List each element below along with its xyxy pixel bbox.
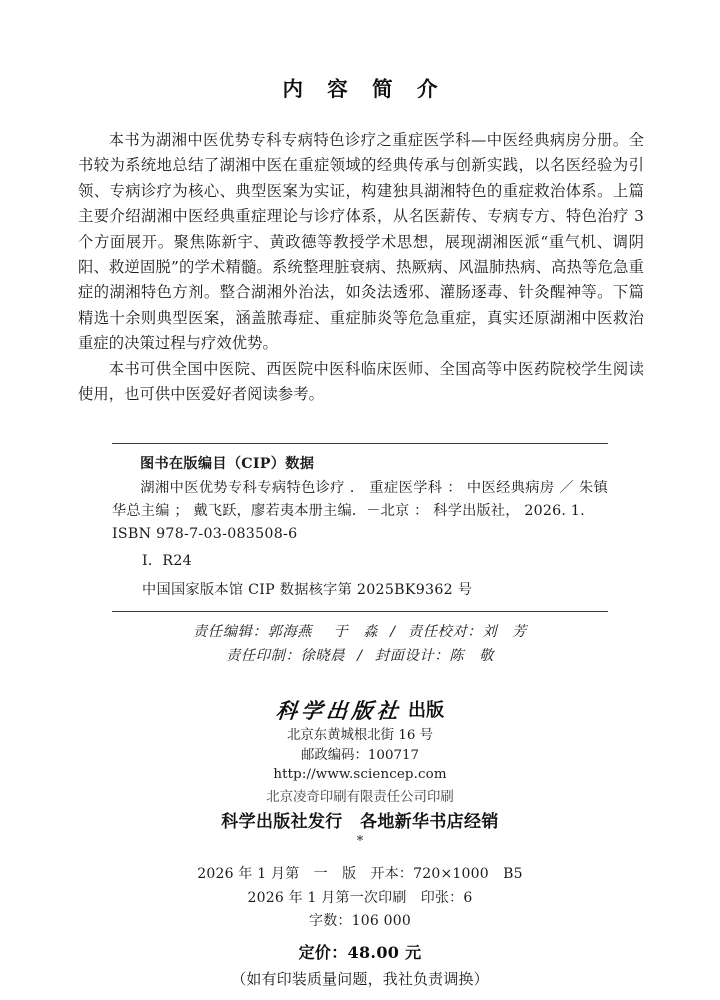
publisher-website[interactable]: http://www.sciencep.com: [273, 767, 447, 783]
quality-notice: （如有印装质量问题，我社负责调换）: [231, 969, 489, 988]
credits-line-production: [0, 644, 720, 668]
publisher-logo: [0, 698, 720, 724]
responsible-editor-a: 郭海燕: [267, 624, 313, 641]
abstract-paragraph-2: 本书可供全国中医院、西医院中医科临床医师、全国高等中医药院校学生阅读使用，也可供中医爱好者阅读参考。: [78, 359, 644, 404]
print-supervisor-name: 徐晓晨: [300, 648, 346, 665]
credits-line-editor: [0, 620, 720, 644]
credits-separator-2: /: [357, 648, 363, 665]
edition-line: 2026 年 1 月第 一 版 开本：720×1000 B5: [197, 866, 523, 883]
page-title: 内 容 简 介: [282, 77, 447, 101]
abstract-section: [0, 102, 720, 407]
price-line: 定价：48.00 元: [298, 942, 422, 962]
cip-block: [112, 443, 608, 612]
responsible-editor-b: 于 淼: [333, 624, 379, 641]
distribution-line: 科学出版社发行 各地新华书店经销: [221, 812, 499, 833]
credits-section: [0, 612, 720, 668]
cip-classification: Ⅰ．R24: [142, 553, 192, 570]
imprint-separator: *: [356, 834, 364, 850]
impression-line: 2026 年 1 月第一次印刷 印张：6: [247, 889, 473, 906]
printing-company: 北京凌奇印刷有限责任公司印刷: [266, 789, 454, 805]
cip-entry: 湖湘中医优势专科专病特色诊疗 ． 重症医学科 ： 中医经典病房 ／ 朱镇华总主编 ； 戴飞跃，廖若夷本册主编．－北京 ： 科学出版社， 2026. 1.: [112, 480, 608, 520]
cip-archive-number: 中国国家版本馆 CIP 数据核字第 2025BK9362 号: [142, 582, 473, 599]
cip-isbn: ISBN 978-7-03-083508-6: [112, 526, 298, 543]
proofreader-name: 刘 芳: [482, 624, 528, 641]
credits-separator-1: /: [390, 624, 396, 641]
publisher-postcode: 邮政编码：100717: [300, 747, 420, 763]
print-supervisor-label: 责任印制：: [225, 648, 301, 665]
proofreader-label: 责任校对：: [407, 624, 483, 641]
science-press-logo-text: 科学出版社: [274, 698, 404, 724]
cip-heading: 图书在版编目（CIP）数据: [140, 456, 315, 473]
publisher-imprint: [0, 668, 720, 849]
publish-suffix: 出版: [408, 699, 444, 721]
printing-data-section: [0, 857, 720, 991]
cover-designer-label: 封面设计：: [374, 648, 450, 665]
wordcount-line: 字数：106 000: [309, 913, 411, 930]
publisher-address: 北京东黄城根北街 16 号: [286, 728, 434, 744]
cip-inner: [112, 444, 608, 611]
abstract-paragraph-1: 本书为湖湘中医优势专科专病特色诊疗之重症医学科—中医经典病房分册。全书较为系统地总结了湖湘中医在重症领域的经典传承与创新实践，以名医经验为引领、专病诊疗为核心、典型医案为实证，构建独具湖湘特色的重症救治体系。上篇主要介绍湖湘中医经典重症理论与诊疗体系，从名医薪传、专病专方、特色治疗 3 个方面展开。聚焦陈新宇、黄政德等教授学术思想，展现湖湘医派“重气机、调阴阳、救逆固脱”的学术精髓。系统整理脏衰病、热厥病、风温肺热病、高热等危急重症的湖湘特色方剂。整合湖湘外治法，如灸法透邪、灌肠逐毒、针灸醒神等。下篇精选十余则典型医案，涵盖脓毒症、重症肺炎等危急重症，真实还原湖湘中医救治重症的决策过程与疗效优势。: [78, 131, 644, 353]
cover-designer-name: 陈 敬: [449, 648, 495, 665]
responsible-editor-label: 责任编辑：: [192, 624, 268, 641]
